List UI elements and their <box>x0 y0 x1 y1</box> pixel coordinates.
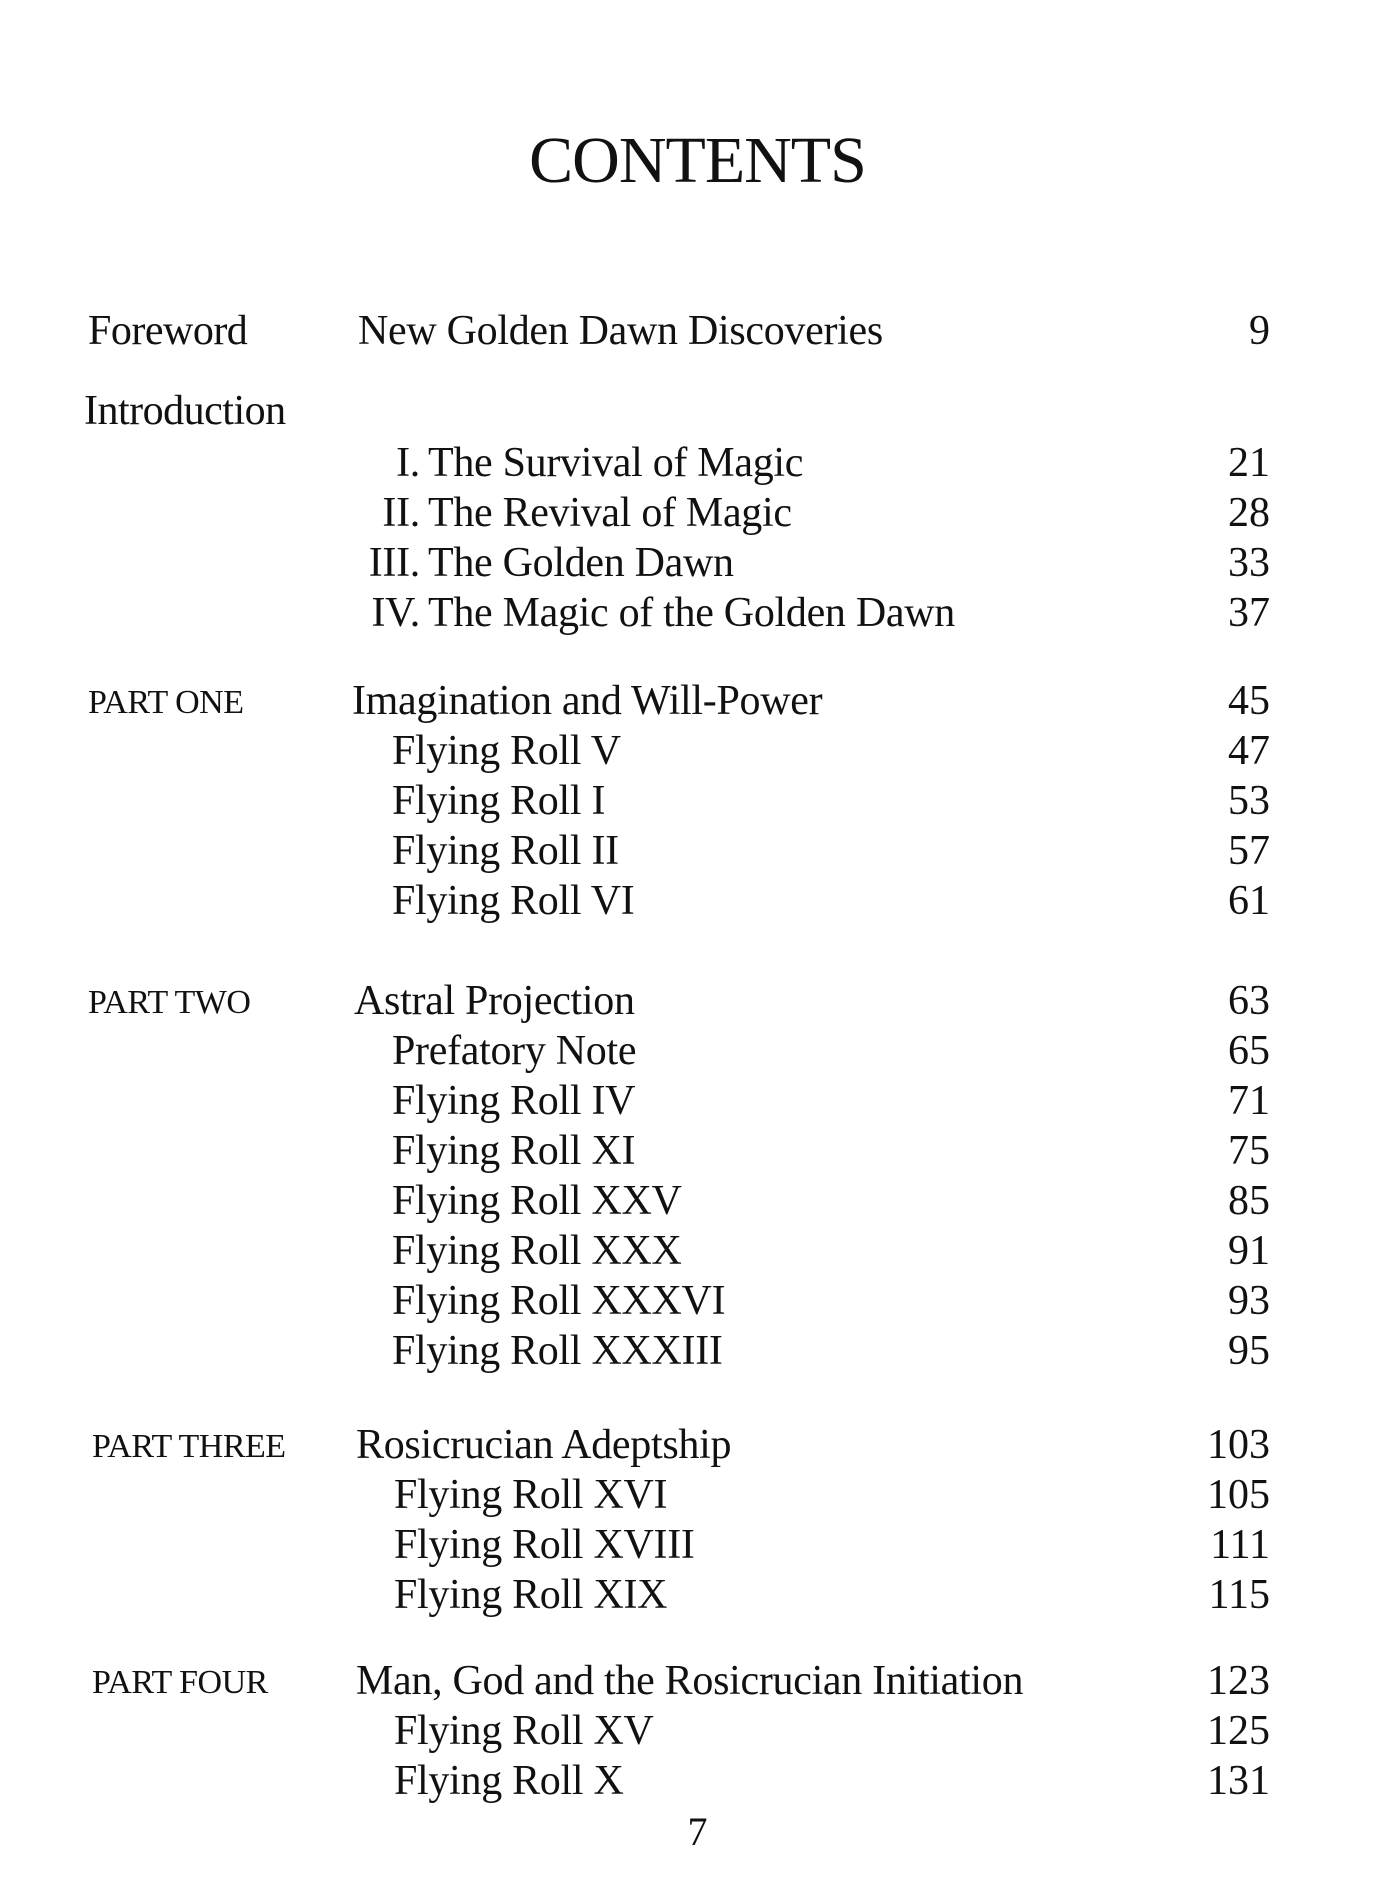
part-three-entry: Flying Roll XIX <box>394 1572 668 1618</box>
part-four-entry-page: 131 <box>1207 1758 1270 1804</box>
part-four-entry-page: 125 <box>1207 1708 1270 1754</box>
part-four-page: 123 <box>1207 1658 1270 1704</box>
part-one-entry: Flying Roll II <box>392 828 619 874</box>
page-number: 7 <box>687 1809 708 1854</box>
part-one-entry-page: 47 <box>1228 728 1270 774</box>
part-two-entry: Flying Roll XI <box>392 1128 636 1174</box>
part-two-entry: Flying Roll XXV <box>392 1178 682 1224</box>
introduction-label: Introduction <box>84 388 286 434</box>
intro-entry-page: 21 <box>1228 440 1270 486</box>
part-two-title: Astral Projection <box>354 978 635 1024</box>
foreword-label: Foreword <box>88 308 248 354</box>
part-one-entry: Flying Roll VI <box>392 878 635 924</box>
part-two-entry-page: 93 <box>1228 1278 1270 1324</box>
part-two-entry: Prefatory Note <box>392 1028 637 1074</box>
part-two-entry-page: 95 <box>1228 1328 1270 1374</box>
part-two-label: PART TWO <box>88 984 251 1021</box>
intro-entry-number: II. <box>382 490 420 536</box>
intro-entry-title: The Revival of Magic <box>428 490 792 536</box>
part-three-label: PART THREE <box>92 1428 286 1465</box>
intro-entry-page: 37 <box>1228 590 1270 636</box>
part-four-label: PART FOUR <box>92 1664 268 1701</box>
part-two-entry: Flying Roll XXX <box>392 1228 682 1274</box>
part-three-entry-page: 115 <box>1208 1572 1270 1618</box>
part-three-entry: Flying Roll XVIII <box>394 1522 695 1568</box>
intro-entry-3 <box>350 542 734 584</box>
intro-entry-page: 33 <box>1228 540 1270 586</box>
part-four-entry: Flying Roll XV <box>394 1708 654 1754</box>
part-two-entry: Flying Roll XXXIII <box>392 1328 723 1374</box>
part-one-page: 45 <box>1228 678 1270 724</box>
intro-entry-number: I. <box>396 440 420 486</box>
intro-entry-number: III. <box>368 540 420 586</box>
intro-entry-1 <box>350 442 803 484</box>
part-one-entry: Flying Roll I <box>392 778 606 824</box>
part-three-entry-page: 111 <box>1210 1522 1270 1568</box>
part-three-title: Rosicrucian Adeptship <box>356 1422 732 1468</box>
part-two-entry-page: 75 <box>1228 1128 1270 1174</box>
part-three-page: 103 <box>1207 1422 1270 1468</box>
part-one-entry-page: 53 <box>1228 778 1270 824</box>
part-four-title: Man, God and the Rosicrucian Initiation <box>356 1658 1024 1704</box>
part-one-entry-page: 61 <box>1228 878 1270 924</box>
part-two-page: 63 <box>1228 978 1270 1024</box>
intro-entry-title: The Golden Dawn <box>428 540 734 586</box>
part-one-title: Imagination and Will-Power <box>352 678 823 724</box>
part-two-entry-page: 91 <box>1228 1228 1270 1274</box>
intro-entry-page: 28 <box>1228 490 1270 536</box>
part-four-entry: Flying Roll X <box>394 1758 624 1804</box>
part-one-label: PART ONE <box>88 684 244 721</box>
part-three-entry-page: 105 <box>1207 1472 1270 1518</box>
part-two-entry: Flying Roll IV <box>392 1078 636 1124</box>
part-three-entry: Flying Roll XVI <box>394 1472 668 1518</box>
part-one-entry-page: 57 <box>1228 828 1270 874</box>
foreword-title: New Golden Dawn Discoveries <box>358 308 883 354</box>
foreword-page: 9 <box>1249 308 1270 354</box>
part-two-entry-page: 71 <box>1228 1078 1270 1124</box>
intro-entry-4 <box>350 592 955 634</box>
intro-entry-2 <box>350 492 792 534</box>
page-title: CONTENTS <box>529 124 866 197</box>
part-two-entry-page: 65 <box>1228 1028 1270 1074</box>
part-two-entry: Flying Roll XXXVI <box>392 1278 726 1324</box>
part-two-entry-page: 85 <box>1228 1178 1270 1224</box>
intro-entry-number: IV. <box>371 590 420 636</box>
intro-entry-title: The Survival of Magic <box>428 440 804 486</box>
intro-entry-title: The Magic of the Golden Dawn <box>428 590 955 636</box>
part-one-entry: Flying Roll V <box>392 728 621 774</box>
